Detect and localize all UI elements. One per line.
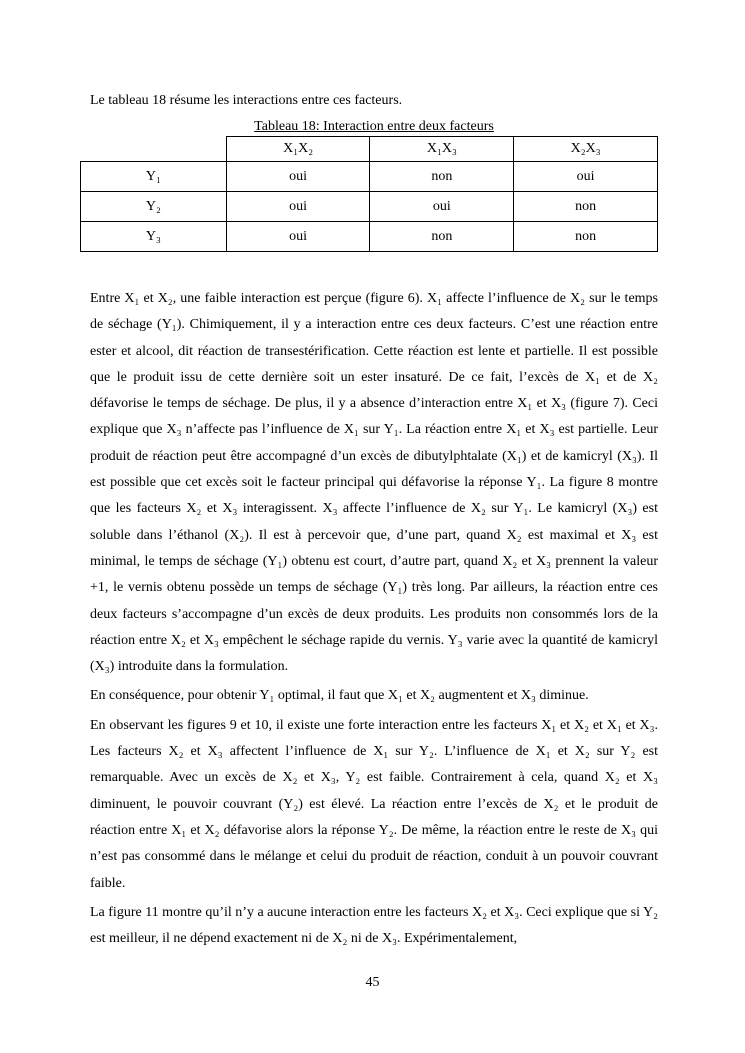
cell-y1-x1x3: non <box>370 162 514 192</box>
cell-y3-x2x3: non <box>514 222 658 252</box>
cell-y1-x2x3: oui <box>514 162 658 192</box>
page-number: 45 <box>365 975 380 990</box>
table-header-x2x3: X₂X₃ <box>514 137 658 162</box>
table-caption <box>90 118 658 136</box>
table-header-x1x3: X₁X₃ <box>370 137 514 162</box>
cell-y2-x1x3: oui <box>370 192 514 222</box>
cell-y3-x1x3: non <box>370 222 514 252</box>
row-label-y3: Y₃ <box>81 222 227 252</box>
intro-paragraph: Le tableau 18 résume les interactions entre ces facteurs. <box>90 93 403 108</box>
body-paragraph-4: La figure 11 montre qu’il n’y a aucune interaction entre les facteurs X₂ et X₃. Ceci explique que si Y₂ est meilleur, il ne dépend exactement ni de X₂ ni de X₃. Expérimentalement, <box>90 904 658 947</box>
body-paragraph-2: En conséquence, pour obtenir Y₁ optimal, il faut que X₁ et X₂ augmentent et X₃ diminue. <box>90 688 589 704</box>
cell-y1-x1x2: oui <box>226 162 370 192</box>
table-row <box>81 162 658 192</box>
table-caption-text: Tableau 18: Interaction entre deux facteurs <box>254 119 494 134</box>
row-label-y1: Y₁ <box>81 162 227 192</box>
table-row <box>81 222 658 252</box>
cell-y2-x1x2: oui <box>226 192 370 222</box>
row-label-y2: Y₂ <box>81 192 227 222</box>
table-header-x1x2: X₁X₂ <box>226 137 370 162</box>
cell-y2-x2x3: non <box>514 192 658 222</box>
table-row <box>81 192 658 222</box>
body-paragraph-3: En observant les figures 9 et 10, il existe une forte interaction entre les facteurs X₁ et X₂ et X₁ et X₃. Les facteurs X₂ et X₃ affectent l’influence de X₁ sur Y₂. L’influence de X₁ et X₂ sur Y₂ est remarquable. Avec un excès de X₂ et X₃, Y₂ est faible. Contrairement à cela, quand X₂ et X₃ diminuent, le pouvoir couvrant (Y₂) est élevé. La réaction entre l’excès de X₂ et le produit de réaction entre X₁ et X₂ défavorise alors la réponse Y₂. De même, la réaction entre le reste de X₃ qui n’est pas consommé dans le mélange et celui du produit de réaction, conduit à un pouvoir couvrant faible. <box>90 717 658 891</box>
cell-y3-x1x2: oui <box>226 222 370 252</box>
table-corner-cell <box>81 137 227 162</box>
body-paragraph-1: Entre X₁ et X₂, une faible interaction est perçue (figure 6). X₁ affecte l’influence de X₂ sur le temps de séchage (Y₁). Chimiquement, il y a interaction entre ces deux facteurs. C’est une réaction entre ester et alcool, dit réaction de transestérification. Cette réaction est lente et partielle. Il est possible que le produit issu de cette dernière soit un ester insaturé. De ce fait, l’excès de X₁ et de X₂ défavorise le temps de séchage. De plus, il y a absence d’interaction entre X₁ et X₃ (figure 7). Ceci explique que X₃ n’affecte pas l’influence de X₁ sur Y₁. La réaction entre X₁ et X₃ est partielle. Leur produit de réaction peut être accompagné d’un excès de dibutylphtalate (X₁) et de kamicryl (X₃). Il est possible que cet excès soit le facteur principal qui défavorise la réponse Y₁. La figure 8 montre que les facteurs X₂ et X₃ interagissent. X₃ affecte l’influence de X₂ sur Y₁. Le kamicryl (X₃) est soluble dans l’éthanol (X₂). Il est à percevoir que, d’une part, quand X₂ est maximal et X₃ est minimal, le temps de séchage (Y₁) obtenu est court, d’autre part, quand X₂ et X₃ prennent la valeur +1, le vernis obtenu possède un temps de séchage (Y₁) très long. Par ailleurs, la réaction entre ces deux facteurs s’accompagne d’un excès de deux produits. Les produits non consommés lors de la réaction entre X₂ et X₃ empêchent le séchage rapide du vernis. Y₃ varie avec la quantité de kamicryl (X₃) introduite dans la formulation. <box>90 291 658 675</box>
table-header-row <box>81 137 658 162</box>
interaction-table <box>80 136 658 252</box>
